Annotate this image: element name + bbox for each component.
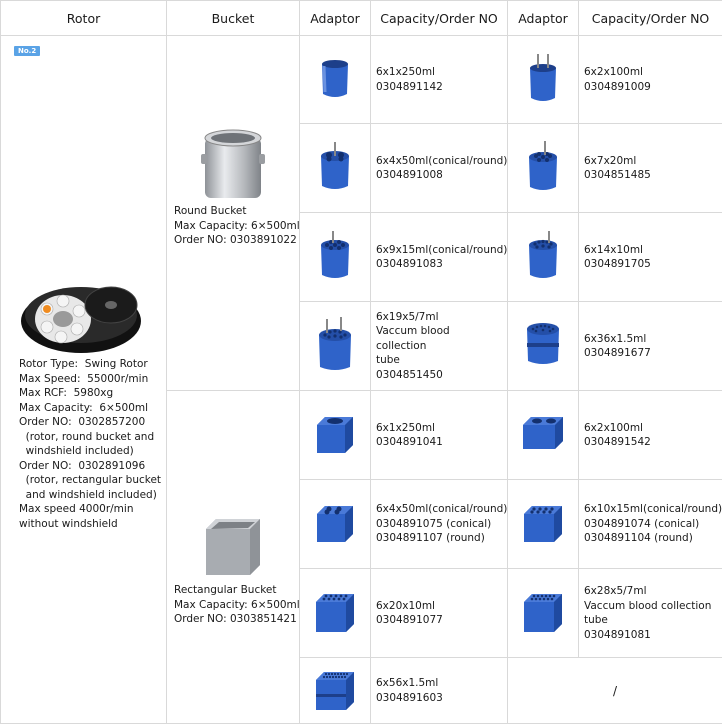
adaptor-cell — [300, 480, 371, 569]
rotor-spec-line: (rotor, round bucket and — [19, 430, 155, 443]
adaptor-cell — [508, 480, 579, 569]
rect-bucket-name: Rectangular Bucket — [174, 584, 277, 596]
rotor-spec-line: Max RCF: 5980xg — [19, 387, 114, 399]
capacity-cell — [371, 36, 508, 124]
adaptor-cell — [300, 391, 371, 480]
round-bucket-order: Order NO: 0303891022 — [174, 234, 297, 246]
order-number: 0304891009 — [584, 80, 651, 93]
order-number: 0304851450 — [376, 368, 443, 381]
capacity-line: 6x10x15ml(conical/round) — [584, 503, 722, 516]
rect-bucket-cell — [167, 391, 300, 724]
table-row — [1, 36, 722, 124]
rotor-spec-line: without windshield — [19, 517, 118, 530]
adaptor-rect-2x100-image — [521, 413, 565, 453]
round-bucket-image — [201, 128, 265, 204]
order-number: 0304891542 — [584, 436, 651, 448]
header-bucket: Bucket — [167, 1, 300, 36]
capacity-line: 6x28x5/7ml — [584, 585, 647, 597]
adaptor-rect-1x250-image — [315, 411, 355, 455]
capacity-line: tube — [376, 354, 400, 367]
adaptor-2x100-image — [526, 52, 560, 104]
adaptor-cell — [300, 213, 371, 302]
adaptor-cell — [508, 124, 579, 213]
rotor-spec-line: Rotor Type: Swing Rotor — [19, 358, 148, 370]
order-number: 0304891081 — [584, 628, 651, 641]
order-number: 0304891677 — [584, 347, 651, 359]
rotor-spec-line: Order NO: 0302891096 — [19, 459, 146, 472]
rect-bucket-order: Order NO: 0303851421 — [174, 613, 297, 625]
rect-bucket-image — [202, 515, 264, 579]
order-number: 0304891107 (round) — [376, 532, 485, 545]
order-number: 0304891008 — [376, 169, 443, 181]
capacity-line: 6x56x1.5ml — [376, 677, 439, 689]
rotor-specs — [1, 355, 166, 531]
order-number: 0304891705 — [584, 258, 651, 270]
capacity-cell — [579, 124, 722, 213]
capacity-cell — [371, 124, 508, 213]
rotor-spec-line: Order NO: 0302857200 — [19, 416, 146, 428]
rotor-spec-line: windshield included) — [19, 445, 134, 457]
adaptor-rect-10x15-image — [522, 500, 564, 544]
adaptor-cell — [508, 302, 579, 391]
rotor-spec-line: (rotor, rectangular bucket — [19, 474, 162, 486]
adaptor-cell — [300, 302, 371, 391]
adaptor-14x10-image — [525, 229, 561, 281]
order-number: 0304891142 — [376, 80, 443, 93]
rotor-spec-line: Max Speed: 55000r/min — [19, 372, 149, 385]
capacity-line: tube — [584, 614, 608, 626]
rotor-spec-line: and windshield included) — [19, 488, 157, 501]
swing-rotor-image — [19, 275, 147, 355]
capacity-line: 6x19x5/7ml — [376, 310, 439, 323]
adaptor-cell — [508, 569, 579, 658]
capacity-line: 6x4x50ml(conical/round) — [376, 503, 508, 516]
round-bucket-cell — [167, 36, 300, 391]
capacity-cell — [371, 302, 508, 391]
header-rotor: Rotor — [1, 1, 167, 36]
adaptor-4x50-image — [317, 140, 353, 192]
capacity-line: Vaccum blood collection — [584, 599, 712, 612]
rotor-badge: No.2 — [14, 46, 40, 56]
capacity-cell — [579, 480, 722, 569]
adaptor-cell — [300, 658, 371, 724]
capacity-cell — [579, 569, 722, 658]
header-row — [1, 1, 722, 36]
adaptor-rect-20x10-image — [314, 588, 356, 634]
order-number: 0304891104 (round) — [584, 532, 693, 545]
rect-bucket-info — [167, 583, 299, 627]
adaptor-rect-4x50-image — [315, 500, 355, 544]
capacity-line: 6x36x1.5ml — [584, 332, 647, 345]
capacity-line: 6x2x100ml — [584, 421, 643, 434]
capacity-cell — [579, 213, 722, 302]
order-number: 0304891041 — [376, 436, 443, 448]
adaptor-rect-56x1-5-image — [314, 666, 356, 712]
header-capacity-2: Capacity/Order NO — [579, 1, 722, 36]
rotor-spec-line: Max Capacity: 6×500ml — [19, 401, 149, 414]
adaptor-36x1-5-image — [524, 319, 562, 369]
order-number: 0304891603 — [376, 691, 443, 704]
capacity-cell — [579, 302, 722, 391]
adaptor-7x20-image — [525, 139, 561, 193]
capacity-cell — [371, 480, 508, 569]
capacity-cell — [371, 569, 508, 658]
order-number: 0304891075 (conical) — [376, 517, 492, 530]
capacity-line: 6x7x20ml — [584, 154, 637, 167]
adaptor-cell — [300, 36, 371, 124]
capacity-line: 6x9x15ml(conical/round) — [376, 243, 508, 256]
capacity-line: 6x20x10ml — [376, 599, 435, 612]
adaptor-cell — [508, 213, 579, 302]
order-number: 0304891077 — [376, 614, 443, 626]
empty-marker: / — [612, 683, 618, 698]
adaptor-19x5-7-image — [315, 315, 355, 373]
rotor-cell — [1, 36, 167, 724]
adaptor-cell — [508, 36, 579, 124]
rect-bucket-capacity: Max Capacity: 6×500ml — [174, 598, 300, 611]
capacity-line: Vaccum blood collection — [376, 325, 450, 352]
rotor-spec-line: Max speed 4000r/min — [19, 503, 134, 515]
header-adaptor-1: Adaptor — [300, 1, 371, 36]
capacity-line: 6x1x250ml — [376, 66, 435, 78]
capacity-line: 6x1x250ml — [376, 421, 435, 434]
capacity-line: 6x4x50ml(conical/round) — [376, 154, 508, 167]
capacity-cell — [579, 36, 722, 124]
adaptor-cell — [300, 124, 371, 213]
capacity-cell — [371, 213, 508, 302]
adaptor-1x250-image — [318, 56, 352, 100]
empty-cell — [508, 658, 722, 724]
round-bucket-name: Round Bucket — [174, 205, 247, 217]
order-number: 0304851485 — [584, 169, 651, 181]
adaptor-cell — [300, 569, 371, 658]
adaptor-cell — [508, 391, 579, 480]
capacity-cell — [371, 391, 508, 480]
order-number: 0304891074 (conical) — [584, 517, 700, 530]
header-adaptor-2: Adaptor — [508, 1, 579, 36]
order-number: 0304891083 — [376, 258, 443, 270]
round-bucket-capacity: Max Capacity: 6×500ml — [174, 219, 300, 232]
adaptor-9x15-image — [317, 229, 353, 281]
header-capacity-1: Capacity/Order NO — [371, 1, 508, 36]
capacity-cell — [579, 391, 722, 480]
capacity-cell — [371, 658, 508, 724]
capacity-line: 6x14x10ml — [584, 243, 643, 256]
adaptor-rect-28x5-7-image — [522, 588, 564, 634]
capacity-line: 6x2x100ml — [584, 66, 643, 78]
round-bucket-info — [167, 204, 299, 248]
